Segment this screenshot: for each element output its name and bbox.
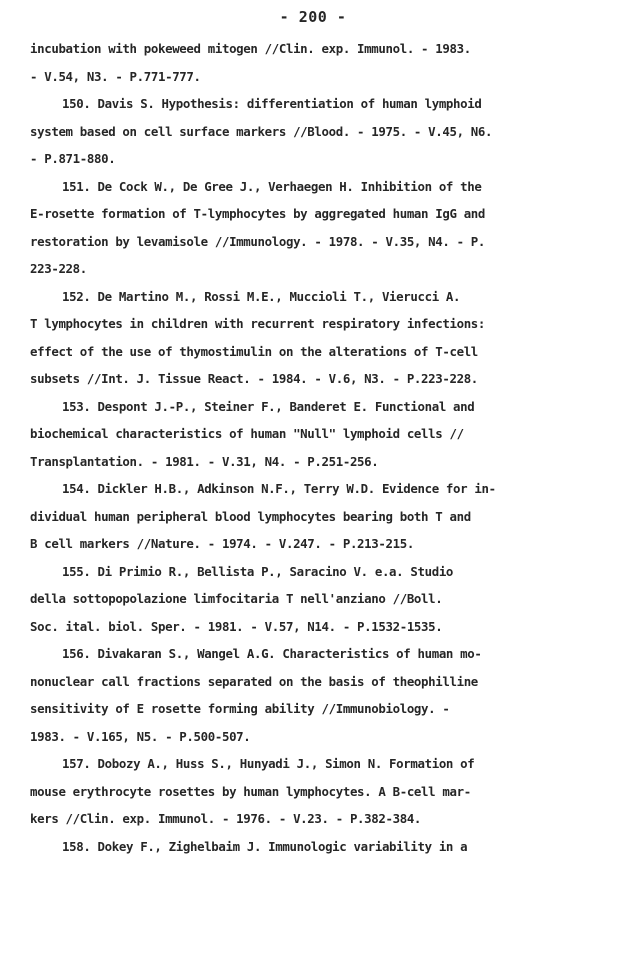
reference-line: della sottopopolazione limfocitaria T nell'anziano //Boll. <box>30 591 443 606</box>
reference-line: 151. De Cock W., De Gree J., Verhaegen H. Inhibition of the <box>62 178 482 194</box>
reference-line: restoration by levamisole //Immunology. - 1978. - V.35, N4. - P. <box>30 233 486 249</box>
reference-line: B cell markers //Nature. - 1974. - V.247. - P.213-215. <box>30 536 414 551</box>
reference-line: mouse erythrocyte rosettes by human lymphocytes. A B-cell mar- <box>30 783 471 799</box>
reference-line: subsets //Int. J. Tissue React. - 1984. - V.6, N3. - P.223-228. <box>30 371 478 386</box>
reference-line: 158. Dokey F., Zighelbaim J. Immunologic variability in a <box>62 838 468 854</box>
reference-line: nonuclear call fractions separated on the basis of theophilline <box>30 673 478 689</box>
reference-line: 155. Di Primio R., Bellista P., Saracino V. e.a. Studio <box>62 563 454 579</box>
reference-line: system based on cell surface markers //Blood. - 1975. - V.45, N6. <box>30 123 493 139</box>
reference-line: 152. De Martino M., Rossi M.E., Muccioli T., Vierucci A. <box>62 288 461 304</box>
reference-line: Transplantation. - 1981. - V.31, N4. - P.251-256. <box>30 453 379 469</box>
reference-line: sensitivity of E rosette forming ability //Immunobiology. - <box>30 701 450 716</box>
reference-line: biochemical characteristics of human "Null" lymphoid cells // <box>30 426 464 441</box>
reference-line: - V.54, N3. - P.771-777. <box>30 68 201 84</box>
reference-line: effect of the use of thymostimulin on the alterations of T-cell <box>30 343 478 359</box>
page-number: - 200 - <box>279 8 347 26</box>
reference-line: kers //Clin. exp. Immunol. - 1976. - V.23. - P.382-384. <box>30 811 422 826</box>
reference-line: T lymphocytes in children with recurrent respiratory infections: <box>30 316 486 331</box>
reference-line: 154. Dickler H.B., Adkinson N.F., Terry W.D. Evidence for in- <box>62 481 496 496</box>
reference-list <box>30 35 614 860</box>
reference-line: 223-228. <box>30 261 87 276</box>
reference-line: 153. Despont J.-P., Steiner F., Banderet E. Functional and <box>62 398 475 414</box>
reference-line: 1983. - V.165, N5. - P.500-507. <box>30 728 251 744</box>
reference-line: E-rosette formation of T-lymphocytes by aggregated human IgG and <box>30 206 486 221</box>
reference-line: - P.871-880. <box>30 151 116 166</box>
reference-line: incubation with pokeweed mitogen //Clin. exp. Immunol. - 1983. <box>30 41 471 56</box>
reference-line: 157. Dobozy A., Huss S., Hunyadi J., Simon N. Formation of <box>62 756 475 771</box>
reference-line: Soc. ital. biol. Sper. - 1981. - V.57, N14. - P.1532-1535. <box>30 618 443 634</box>
reference-line: dividual human peripheral blood lymphocytes bearing both T and <box>30 508 471 524</box>
reference-line: 150. Davis S. Hypothesis: differentiation of human lymphoid <box>62 96 482 111</box>
reference-line: 156. Divakaran S., Wangel A.G. Characteristics of human mo- <box>62 646 482 661</box>
